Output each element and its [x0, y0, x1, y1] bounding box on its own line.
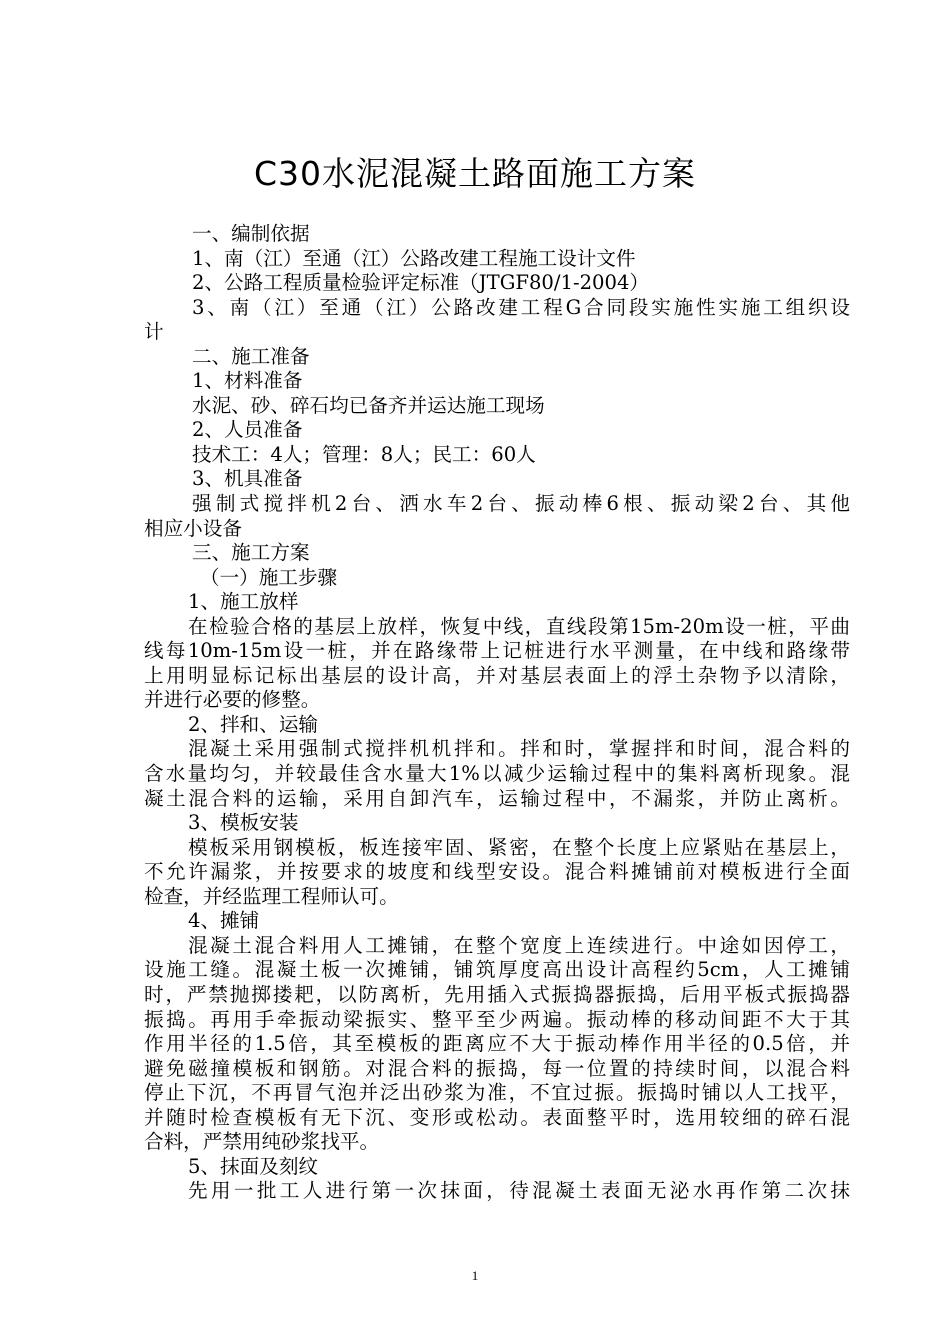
paragraph-line: 强制式搅拌机2台、洒水车2台、振动棒6根、振动梁2台、其他 [192, 492, 850, 516]
paragraph-line: 上用明显标记标出基层的设计高，并对基层表面上的浮土杂物予以清除， [144, 663, 850, 687]
subheading: 1、材料准备 [192, 369, 303, 393]
paragraph-line: 线每10m-15m设一桩，并在路缘带上记桩进行水平测量，在中线和路缘带 [144, 639, 850, 663]
heading-3: 三、施工方案 [192, 541, 310, 565]
paragraph-line: 检查，并经监理工程师认可。 [144, 884, 399, 908]
paragraph-line: 混凝土采用强制式搅拌机机拌和。拌和时，掌握拌和时间，混合料的 [188, 737, 850, 761]
heading-1: 一、编制依据 [192, 222, 310, 245]
subheading: 2、拌和、运输 [188, 712, 319, 736]
paragraph-line: 在检验合格的基层上放样，恢复中线，直线段第15m-20m设一桩，平曲 [188, 614, 850, 638]
paragraph-line: 并随时检查模板有无下沉、变形或松动。表面整平时，选用较细的碎石混 [144, 1105, 850, 1129]
paragraph-line: 1、南（江）至通（江）公路改建工程施工设计文件 [192, 246, 636, 270]
paragraph-line: 并进行必要的修整。 [144, 688, 321, 712]
paragraph-line: 2、公路工程质量检验评定标准（JTGF80/1-2004） [192, 271, 650, 295]
paragraph-line: 含水量均匀，并较最佳含水量大1%以减少运输过程中的集料离析现象。混 [144, 762, 850, 786]
paragraph-line: 水泥、砂、碎石均已备齐并运达施工现场 [192, 393, 545, 417]
paragraph-line: 凝土混合料的运输，采用自卸汽车，运输过程中，不漏浆，并防止离析。 [144, 786, 850, 810]
paragraph-line: 先用一批工人进行第一次抹面，待混凝土表面无泌水再作第二次抹 [188, 1179, 850, 1203]
paragraph-line: 计 [144, 320, 164, 344]
subheading: 2、人员准备 [192, 418, 303, 442]
subheading: 3、模板安装 [188, 811, 299, 835]
paragraph-line: 模板采用钢模板，板连接牢固、紧密，在整个长度上应紧贴在基层上， [188, 835, 850, 859]
paragraph-line: 时，严禁抛掷搂耙，以防离析，先用插入式振捣器振捣，后用平板式振捣器 [144, 982, 850, 1006]
paragraph-line: 3、南（江）至通（江）公路改建工程G合同段实施性实施工组织设 [192, 295, 850, 319]
subheading: 4、摊铺 [188, 909, 260, 933]
heading-2: 二、施工准备 [192, 344, 310, 368]
paragraph-line: 作用半径的1.5倍，其至模板的距离应不大于振动棒作用半径的0.5倍，并 [144, 1032, 850, 1056]
paragraph-line: 不允许漏浆，并按要求的坡度和线型安设。混合料摊铺前对模板进行全面 [144, 860, 850, 884]
document-title: C30水泥混凝土路面施工方案 [253, 154, 697, 193]
subheading: （一）施工步骤 [200, 565, 338, 589]
paragraph-line: 停止下沉，不再冒气泡并泛出砂浆为准，不宜过振。振捣时铺以人工找平， [144, 1081, 850, 1105]
paragraph-line: 相应小设备 [144, 516, 242, 540]
paragraph-line: 合料，严禁用纯砂浆找平。 [144, 1130, 380, 1154]
paragraph-line: 避免磁撞模板和钢筋。对混合料的振捣，每一位置的持续时间，以混合料 [144, 1056, 850, 1080]
subheading: 1、施工放样 [188, 590, 299, 614]
page-number: 1 [471, 1268, 479, 1283]
paragraph-line: 混凝土混合料用人工摊铺，在整个宽度上连续进行。中途如因停工， [188, 933, 850, 957]
paragraph-line: 设施工缝。混凝土板一次摊铺，铺筑厚度高出设计高程约5cm，人工摊铺 [144, 958, 850, 982]
subheading: 5、抹面及刻纹 [188, 1154, 319, 1178]
document-body [144, 222, 850, 1204]
paragraph-line: 技术工：4人；管理：8人；民工：60人 [192, 442, 536, 466]
subheading: 3、机具准备 [192, 467, 303, 491]
paragraph-line: 振捣。再用手牵振动梁振实、整平至少两遍。振动棒的移动间距不大于其 [144, 1007, 850, 1031]
